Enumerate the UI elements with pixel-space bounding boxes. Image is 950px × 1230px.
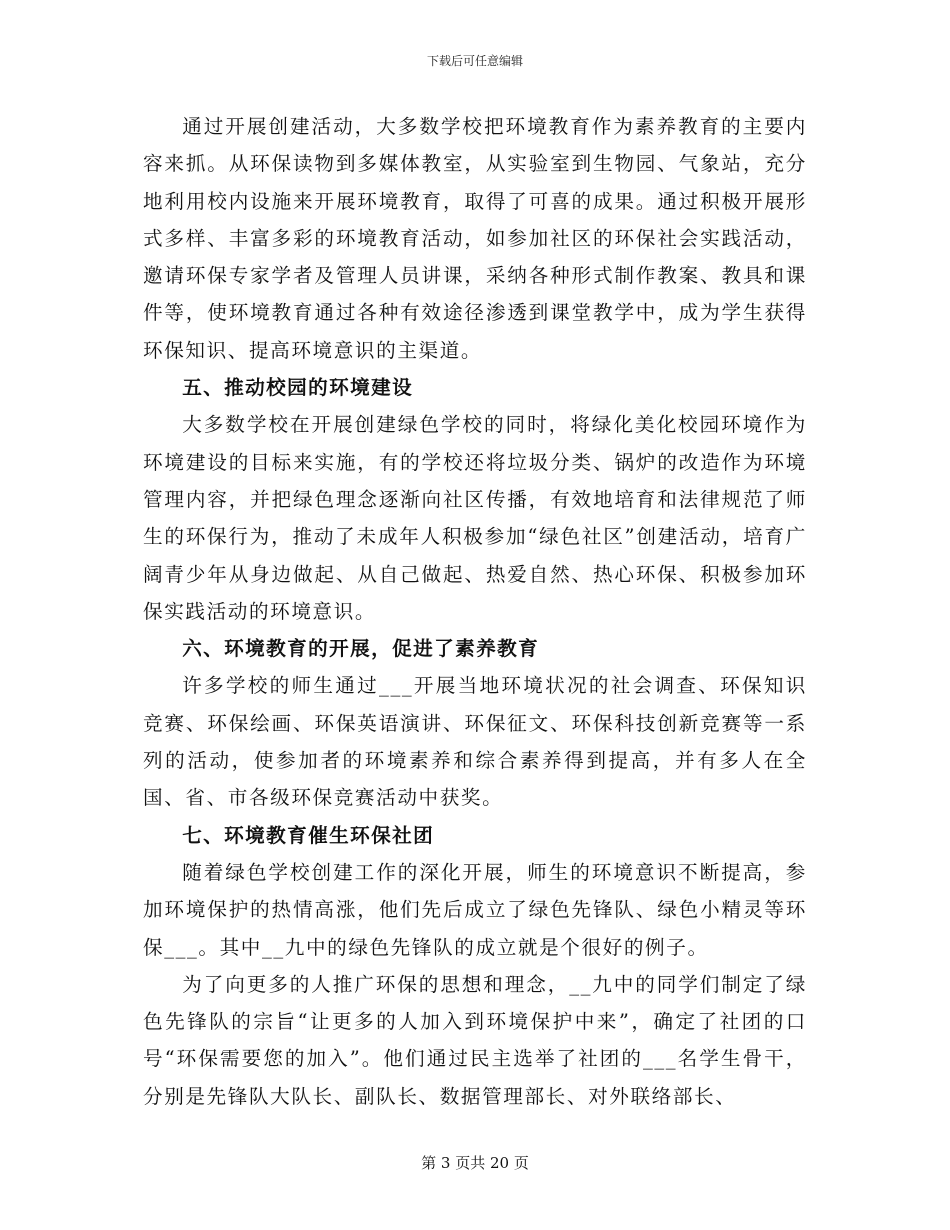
paragraph: 通过开展创建活动，大多数学校把环境教育作为素养教育的主要内容来抓。从环保读物到多媒体教室，从实验室到生物园、气象站，充分地利用校内设施来开展环境教育，取得了可喜的成果。通过积极开展形式多样、丰富多彩的环境教育活动，如参加社区的环保社会实践活动，邀请环保专家学者及管理人员讲课，采纳各种形式制作教案、教具和课件等，使环境教育通过各种有效途径渗透到课堂教学中，成为学生获得环保知识、提高环境意识的主渠道。: [143, 115, 807, 362]
paragraph: 许多学校的师生通过___开展当地环境状况的社会调查、环保知识竞赛、环保绘画、环保英语演讲、环保征文、环保科技创新竞赛等一系列的活动，使参加者的环境素养和综合素养得到提高，并有多人在全国、省、市各级环保竞赛活动中获奖。: [143, 674, 807, 810]
paragraph: 为了向更多的人推广环保的思想和理念，__九中的同学们制定了绿色先锋队的宗旨“让更多的人加入到环境保护中来”，确定了社团的口号“环保需要您的加入”。他们通过民主选举了社团的___名学生骨干，分别是先锋队大队长、副队长、数据管理部长、对外联络部长、: [143, 972, 807, 1108]
page-header: 下载后可任意编辑: [426, 54, 523, 68]
section-heading: 五、推动校园的环境建设: [182, 376, 414, 400]
document-body: [143, 108, 807, 1115]
paragraph: 随着绿色学校创建工作的深化开展，师生的环境意识不断提高，参加环境保护的热情高涨，他们先后成立了绿色先锋队、绿色小精灵等环保___。其中__九中的绿色先锋队的成立就是个很好的例子。: [143, 860, 807, 959]
paragraph: 大多数学校在开展创建绿色学校的同时，将绿化美化校园环境作为环境建设的目标来实施，有的学校还将垃圾分类、锅炉的改造作为环境管理内容，并把绿色理念逐渐向社区传播，有效地培育和法律规范了师生的环保行为，推动了未成年人积极参加“绿色社区”创建活动，培育广阔青少年从身边做起、从自己做起、热爱自然、热心环保、积极参加环保实践活动的环境意识。: [143, 413, 807, 623]
section-heading: 七、环境教育催生环保社团: [182, 823, 435, 847]
page-number: 第 3 页共 20 页: [421, 1154, 529, 1172]
section-heading: 六、环境教育的开展，促进了素养教育: [182, 637, 540, 661]
